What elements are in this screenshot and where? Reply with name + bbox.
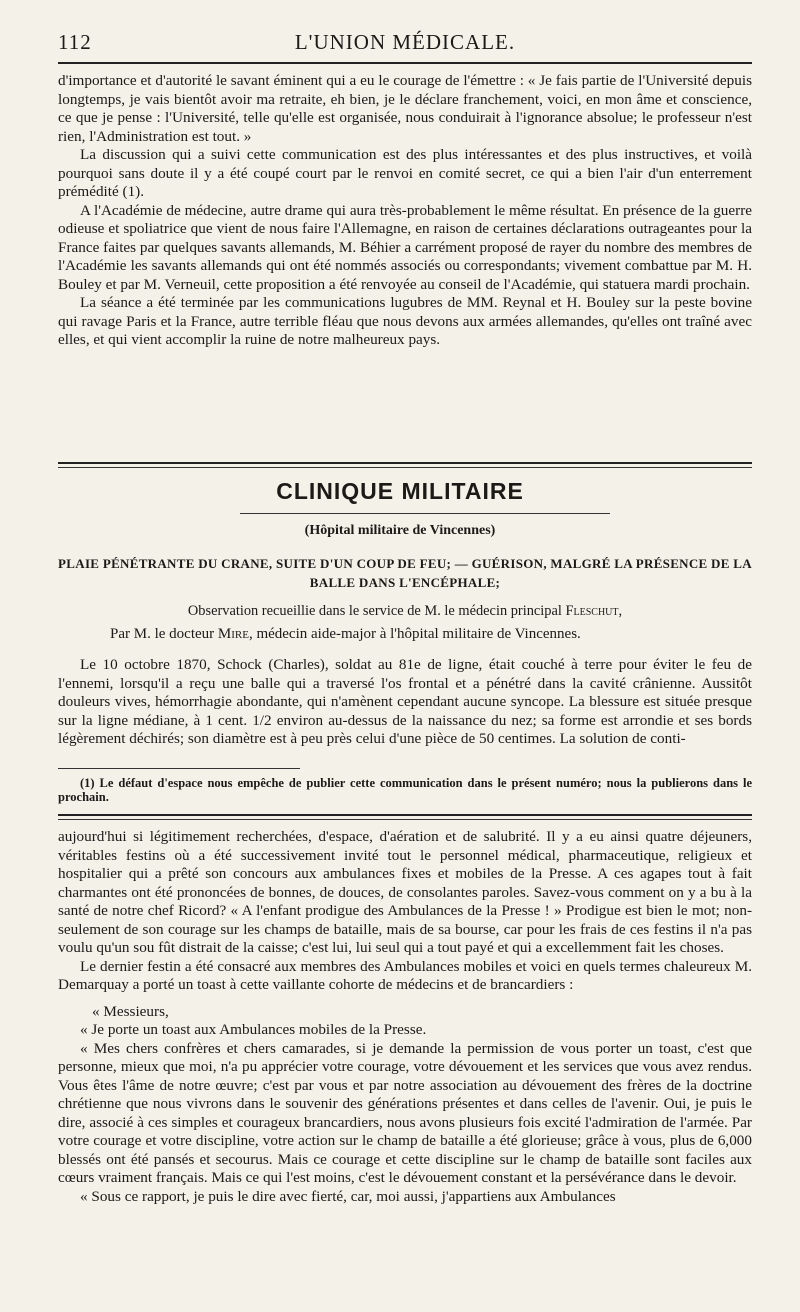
page-number: 112	[58, 30, 92, 54]
paragraph: La séance a été terminée par les communications lugubres de MM. Reynal et H. Bouley sur la peste bovine qui ravage Paris et la France, autre terrible fléau que nous devons aux armées allemandes, qu'elles ont traîné avec elles, et qui vient accomplir la ruine de notre malheureux pays.	[58, 294, 752, 348]
paragraph: d'importance et d'autorité le savant éminent qui a eu le courage de l'émettre : « Je fais partie de l'Université depuis longtemps, je vais bientôt avoir ma retraite, eh bien, je le déclare franchement, voici, en mon âme et conscience, ce que je pense : l'Université, telle qu'elle est organisée, nous conduirait à l'ignorance absolue; le professeur n'est rien, l'Administration est tout. »	[58, 72, 752, 145]
footnote-text: (1) Le défaut d'espace nous empêche de publier cette communication dans le présent numéro; nous la publierons dans le prochain.	[58, 776, 752, 804]
footnote-rule	[58, 768, 300, 769]
paragraph: La discussion qui a suivi cette communication est des plus intéressantes et des plus instructives, et voilà pourquoi sans doute il y a été coupé court par le renvoi en comité secret, ce qui a bien l'air d'un enterrement prémédité (1).	[58, 146, 752, 200]
page-header	[58, 30, 752, 60]
section-subtitle: (Hôpital militaire de Vincennes)	[304, 523, 496, 538]
author-line	[110, 626, 752, 643]
paragraph: Le 10 octobre 1870, Schock (Charles), soldat au 81e de ligne, était couché à terre pour éviter le feu de l'ennemi, lorsqu'il a reçu une balle qui a traversé l'os frontal et a pénétré dans la cavité crânienne. Aussitôt douleurs vives, hémorrhagie abondante, qui n'amènent cependant aucune syncope. La blessure est située presque sur la ligne médiane, à 1 cent. 1/2 environ au-dessus de la naissance du nez; sa forme est arrondie et ses bords légèrement déchirés; son diamètre est à peu près celui d'une pièce de 50 centimes. La solution de conti-	[58, 656, 752, 747]
section-title: CLINIQUE MILITAIRE	[276, 478, 524, 504]
section-divider-lower-thin	[58, 819, 752, 820]
quote-paragraph: « Mes chers confrères et chers camarades, si je demande la permission de vous porter un toast, c'est que personne, mieux que moi, n'a pu apprécier votre courage, votre dévouement et les services que vous avez rendus. Vous êtes l'âme de notre œuvre; c'est par vous et par notre association au dévouement des frères de la doctrine chrétienne que nous vivrons dans le souvenir des générations présentes et dans celles de l'avenir. Oui, je puis le dire, associé à ces simples et courageux brancardiers, nous avons plusieurs fois excité l'admiration de l'armée. Par votre courage et votre discipline, votre action sur le champ de bataille a été glorieuse; grâce à vous, plus de 6,000 blessés ont été pansés et secourus. Mais ce courage et cette discipline sur le champ de bataille sont faciles aux cœurs vraiment français. Mais ce qui l'est moins, c'est le dévouement constant et la persévérance dans le devoir.	[58, 1039, 752, 1186]
paragraph: A l'Académie de médecine, autre drame qui aura très-probablement le même résultat. En présence de la guerre odieuse et spoliatrice que vient de nous faire l'Allemagne, en raison de certaines déclarations outrageantes pour la France faites par quelques savants allemands, M. Béhier a carrément proposé de rayer du nombre des membres de l'Académie les savants allemands qui ont été nommés associés ou correspondants; vivement combattue par M. H. Bouley et par M. Verneuil, cette proposition a été renvoyée au conseil de l'Académie, qui statuera mardi prochain.	[58, 201, 752, 293]
quote-paragraph: « Sous ce rapport, je puis le dire avec fierté, car, moi aussi, j'appartiens aux Ambulances	[80, 1187, 616, 1205]
title-underline	[240, 513, 610, 514]
journal-title: L'UNION MÉDICALE.	[294, 30, 516, 54]
paragraph: aujourd'hui si légitimement recherchées, d'espace, d'aération et de salubrité. Il y a eu ainsi quatre déjeuners, véritables festins où a été successivement invité tout le personnel médical, pharmaceutique, religieux et hospitalier qui a prêté son concours aux ambulances fixes et mobiles de la Presse. A ces agapes tout à fait charmantes ont été prononcées de bonnes, de douces, de consolantes paroles. Savez-vous comment on y a bu à la santé de notre chef Ricord? « A l'enfant prodigue des Ambulances de la Presse ! » Prodigue est bien le mot; non-seulement de son courage sur les champs de bataille, mais de sa bourse, car pour les frais de ces festins il n'a pas voulu qu'un sou fût distrait de la caisse; c'est lui, lui seul qui a tout payé et qui a excellemment fait les choses.	[58, 828, 752, 956]
lower-section	[58, 828, 752, 1206]
observation-line: Observation recueillie dans le service de M. le médecin principal Fleschut,	[187, 603, 623, 619]
case-title: PLAIE PÉNÉTRANTE DU CRANE, SUITE D'UN COUP DE FEU; — GUÉRISON, MALGRÉ LA PRÉSENCE DE LA BALLE DANS L'ENCÉPHALE;	[58, 556, 752, 590]
footnote	[58, 776, 752, 804]
section-divider	[58, 462, 752, 464]
article-continuation	[58, 72, 752, 350]
section-divider-thin	[58, 467, 752, 468]
author-name: Mire	[217, 626, 249, 642]
author-suffix: , médecin aide-major à l'hôpital militaire de Vincennes.	[248, 626, 581, 642]
section-divider-lower	[58, 814, 752, 816]
observation-name: Fleschut	[565, 603, 619, 619]
paragraph: Le dernier festin a été consacré aux membres des Ambulances mobiles et voici en quels termes chaleureux M. Demarquay a porté un toast à cette vaillante cohorte de médecins et de brancardiers :	[58, 957, 752, 993]
observation-text: Observation recueillie dans le service de M. le médecin principal	[187, 603, 562, 619]
quote-line: « Je porte un toast aux Ambulances mobiles de la Presse.	[80, 1021, 427, 1038]
quote-line: « Messieurs,	[92, 1002, 169, 1020]
author-prefix: Par M. le docteur	[110, 626, 215, 642]
clinique-body	[58, 656, 752, 749]
header-rule	[58, 62, 752, 64]
